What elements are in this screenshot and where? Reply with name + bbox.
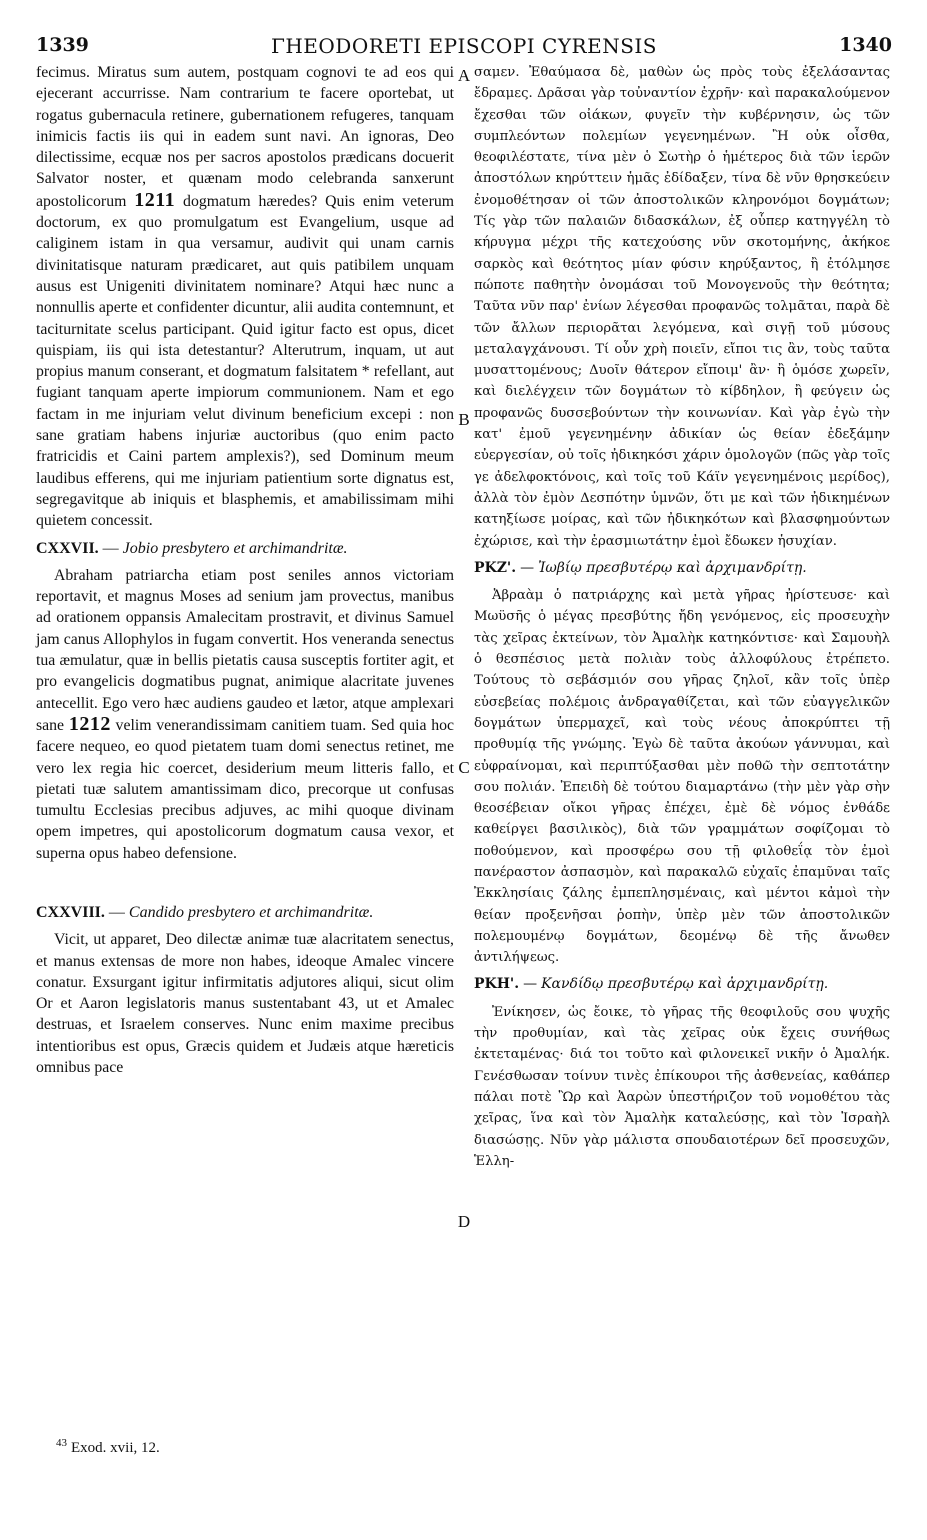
letter-addressee: Κανδίδῳ πρεσβυτέρῳ καὶ ἀρχιμανδρίτῃ.	[541, 976, 829, 993]
heading-dash: —	[523, 976, 538, 993]
greek-paragraph-3	[474, 1002, 890, 1172]
heading-dash: —	[102, 539, 119, 557]
right-page-number: 1340	[839, 34, 892, 56]
greek-text: σαμεν. Ἐθαύμασα δὲ, μαθὼν ὡς πρὸς τοὺς ἐξελάσαντας ἔδραμες. Δρᾶσαι γὰρ τοὐναντίον ἐχρῆν· καὶ παρακαλούμενον ἔχεσθαι τῶν οἰάκων, φυγεῖν τὴν κυβέρνησιν, ὡς τῶν συμπλεόντων πολεμίων γεγενημένων. Ἢ οὐκ οἶσθα, θεοφιλέστατε, τίνα μὲν ὁ Σωτὴρ ὁ ἡμέτερος διὰ τῶν ἱερῶν ἀποστόλων κηρύττειν ἡμᾶς ἐδίδαξεν, τίνα δὲ νῦν θρησκεύειν ἐνομοθέτησαν οἱ τῶν ἀποστολικῶν κληρονόμοι δογμάτων; Τίς γὰρ τῶν παλαιῶν διδασκάλων, ἐξ οὗπερ κατηγγέλη τὸ κήρυγμα μέχρι τῆς κατεχούσης νῦν σκοτομήνης, ἀκήκοε σαρκὸς καὶ θεότητος μίαν φύσιν κηρύξαντος, ἢ ἐτόλμησε πώποτε παθητὴν ὀνομάσαι τοῦ Μονογενοῦς τὴν θεότητα; Ταῦτα νῦν παρ' ἐνίων λέγεσθαι προφανῶς τολμᾶται, παρὰ δὲ τῶν ἄλλων περιορᾶται λεγόμενα, καὶ σιγῇ τοῦ μύσους μεταλαγχάνουσι. Τί οὖν χρὴ ποιεῖν, εἴποι τις ἂν, τοὺς ταῦτα μυσαττομένους; Δυοῖν θάτερον εἴποιμ' ἂν· ἢ ὁμόσε χωρεῖν, καὶ διελέγχειν τῶν δογμάτων τὸ κίβδηλον, ἢ φεύγειν ὡς προφανῶς δυσσεβούντων τὴν κοινωνίαν. Καὶ γὰρ ἐγὼ τὴν κατ' ἐμοῦ γεγενημένην ἀδικίαν ὡς θείαν ἐδεξάμην εὐεργεσίαν, οὐ τοῖς ἠδικηκόσι χάριν ὁμολογῶν (πῶς γὰρ τοῖς γε ἀδελφοκτόνοις, καὶ τοῖς τοῦ Κάϊν γεγενημένοις μερίδος), ἀλλὰ τὸν ἐμὸν Δεσπότην ὑμνῶν, ὅτι με καὶ τῶν ἠδικημένων κατηξίωσε μοίρας, καὶ τῶν ἠδικηκότων καὶ βλασφημούντων ἐχώρισε, καὶ τὴν ἐρασμιωτάτην ἐμοὶ ἔδωκεν ἡσυχίαν.	[474, 65, 890, 549]
letter-addressee: Ἰωβίῳ πρεσβυτέρῳ καὶ ἀρχιμανδρίτῃ.	[538, 559, 807, 576]
footnote-mark: 43	[56, 1437, 67, 1449]
page-header	[36, 34, 892, 60]
greek-column	[474, 62, 890, 1172]
latin-text: dogmatum hæredes? Quis enim veterum doctorum, ex quo promulgatum est Evangelium, usque ad caliginem istam in qua versamur, audivit qui unam carnis divinitatisque naturam prædicaret, aut quis patibilem unquam ausus est Unigeniti divinitatem nominare? Atqui hæc nunc a nonnullis aperte et confidenter dicuntur, alii audita contemnunt, et taciturnitate scelus participant. Quid igitur facto est opus, dicet quispiam, iis qui ista detestantur? Alterutrum, inquam, ut aut propius manum conserant, et dogmatum falsitatem * refellant, aut fugiant tanquam aperte impiorum communionem. Nam et ego factam in me injuriam velut divinum beneficium excepi : non sane gratiam habens injuriæ auctoribus (quo enim pacto fratricidis et Caini partem amplexis?), sed Dominum meum laudibus efferens, qui me injuriam patientium sorte dignatus est, segregavitque ab iniquis et blasphemis, et amabilissimam mihi quietem concessit.	[36, 192, 455, 530]
latin-paragraph-1	[36, 62, 454, 532]
latin-column	[36, 62, 454, 1078]
running-title: ΓHEODORETI EPISCOPI CYRENSIS	[270, 34, 658, 58]
migne-column-marker: 1212	[68, 712, 111, 735]
margin-letter-d: D	[457, 1212, 471, 1231]
latin-text: Abraham patriarcha etiam post seniles annos victoriam reportavit, et magnus Moses ad senium jam provectus, manibus ad orationem oppansis Amalecitam prostravit, et divinus Samuel jam canus Allophylos in fugam convertit. Hos veneranda senectus tua æmulatur, quæ in bellis pietatis causa susceptis fortiter agit, et pro evangelicis dogmatibus pugnat, animique alacritate juvenes antecellit. Ego vero hæc audiens gaudeo et lætor, atque amplexari sane	[36, 566, 454, 734]
latin-text: fecimus. Miratus sum autem, postquam cognovi te ad eos qui ejecerant accurrisse. Nam contrarium te facere oportebat, ut rogatus gubernacula retinere, gubernationem refugeres, tanquam inimicis factis iis qui in eadem sunt navi. An ignoras, Deo dilectissime, ecquæ nos per sacros apostolos prædicans docuerit Salvator noster, et quænam modo celebranda sanxerunt apostolicorum	[36, 64, 454, 210]
letter-number: CXXVII.	[36, 539, 99, 557]
latin-paragraph-3	[36, 929, 454, 1078]
heading-dash: —	[108, 903, 125, 921]
letter-number: ΡΚΗ'.	[474, 976, 520, 993]
latin-text: velim venerandissimam canitiem tuam. Sed quia hoc facere nequeo, eo quod pietatem tuam domi senectus retinet, me vero lex regia hic coercet, desiderium meum litteris fallo, et pietati tuæ salutem amantissimam dico, precorque ut confusas tumultu Ecclesias precibus adjuves, ac mihi quoque divinam opem impetres, qui apostolicorum dogmatum causa vexor, et superna opus habeo defensione.	[36, 716, 455, 862]
margin-letter-c: C	[458, 758, 470, 777]
migne-column-marker: 1211	[134, 188, 176, 211]
greek-letter-heading-127	[474, 558, 890, 579]
greek-text: Ἐνίκησεν, ὡς ἔοικε, τὸ γῆρας τῆς θεοφιλοῦς σου ψυχῆς τὴν προθυμίαν, καὶ τὰς χεῖρας οὐκ ἔχεις συνήθως ἐκτεταμένας· διά τοι τοῦτο καὶ φιλονεικεῖ νικῆν ὁ Ἀμαλήκ. Γενέσθωσαν τοίνυν τινὲς ἐπίκουροι τῆς ἀσθενείας, καθάπερ πάλαι ποτὲ Ὢρ καὶ Ἀαρὼν ὑπεστήριζον τοῦ νομοθέτου τὰς χεῖρας, ἵνα καὶ τὸν Ἀμαλὴκ καταλεύσῃς, καὶ τὸν Ἰσραὴλ διασώσῃς. Νῦν γὰρ μάλιστα σπουδαιοτέρων δεῖ προσευχῶν, Ἑλλη-	[474, 1004, 890, 1169]
letter-addressee: Candido presbytero et archimandritæ.	[128, 903, 374, 921]
latin-letter-heading-127	[36, 538, 454, 559]
footnote	[56, 1437, 160, 1457]
latin-paragraph-2	[36, 565, 454, 864]
greek-letter-heading-128	[474, 974, 890, 995]
letter-number: CXXVIII.	[36, 903, 105, 921]
heading-dash: —	[520, 559, 535, 576]
margin-letter-b: B	[458, 410, 470, 429]
letter-addressee: Jobio presbytero et archimandritæ.	[122, 539, 348, 557]
footnote-text: Exod. xvii, 12.	[71, 1440, 160, 1456]
latin-text: Vicit, ut apparet, Deo dilectæ animæ tuæ alacritatem senectus, et manus extensas de more non habes, ideoque Amalec vincere conatur. Exsurgant igitur infirmitatis adjutores aliqui, sicut olim Or et Aaron legislatoris manus sustentabant 43, ut et Amalec destruas, et Israelem conserves. Nunc enim maxime precibus intentioribus est opus, Græcis quidem et Judæis atque hæreticis omnibus pace	[36, 931, 454, 1077]
margin-letter-a: A	[457, 66, 471, 85]
latin-letter-heading-128	[36, 902, 454, 923]
greek-paragraph-2	[474, 585, 890, 968]
left-page-number: 1339	[36, 34, 89, 56]
greek-paragraph-1	[474, 62, 890, 552]
greek-text: Ἀβραὰμ ὁ πατριάρχης καὶ μετὰ γῆρας ἠρίστευσε· καὶ Μωϋσῆς ὁ μέγας πρεσβύτης ἤδη γενόμενος, εἰς προσευχὴν τὰς χεῖρας ἐκτείνων, τὸν Ἀμαλὴκ κατηκόντισε· καὶ Σαμουὴλ ὁ θεσπέσιος μετὰ πολιὰν τοὺς ἀλλοφύλους ἐτρέπετο. Τούτους τὸ σεβάσμιόν σου γῆρας ζηλοῖ, κἂν τοῖς ὑπὲρ εὐσεβείας πολέμοις ἀνδραγαθίζεται, καὶ τῶν εὐαγγελικῶν δογμάτων ὑπερμαχεῖ, καὶ τοὺς νέους ἀποκρύπτει τῇ προθυμίᾳ τῆς γνώμης. Ἐγὼ δὲ ταῦτα ἀκούων γάννυμαι, καὶ εὐφραίνομαι, καὶ περιπτύξασθαι μὲν ποθῶ τὴν σεπτοτάτην σου πολιάν. Ἐπειδὴ δὲ τούτου διαμαρτάνω (τὴν μὲν γὰρ σὴν θεοσέβειαν οἴκοι γῆρας ἐπέχει, ἐμὲ δὲ νόμος ἐνθάδε καθείργει βασιλικὸς), διὰ τῶν γραμμάτων σοφίζομαι τὸ ποθούμενον, καὶ προσφέρω σου τῇ φιλοθεΐᾳ τὸν ἐμοὶ πανέραστον ἀσπασμὸν, καὶ παρακαλῶ εὐχαῖς ἐπαμῦναι ταῖς Ἐκκλησίαις ζάλης ἐμπεπλησμέναις, καὶ μέντοι κἀμοὶ τὴν θείαν προξενῆσαι ῥοπὴν, ὑπὲρ μὲν τῶν ἀποστολικῶν πολεμουμένῳ δογμάτων, δεομένῳ δὲ τῆς ἄνωθεν ἀντιλήψεως.	[474, 588, 890, 966]
letter-number: ΡΚΖ'.	[474, 559, 517, 576]
